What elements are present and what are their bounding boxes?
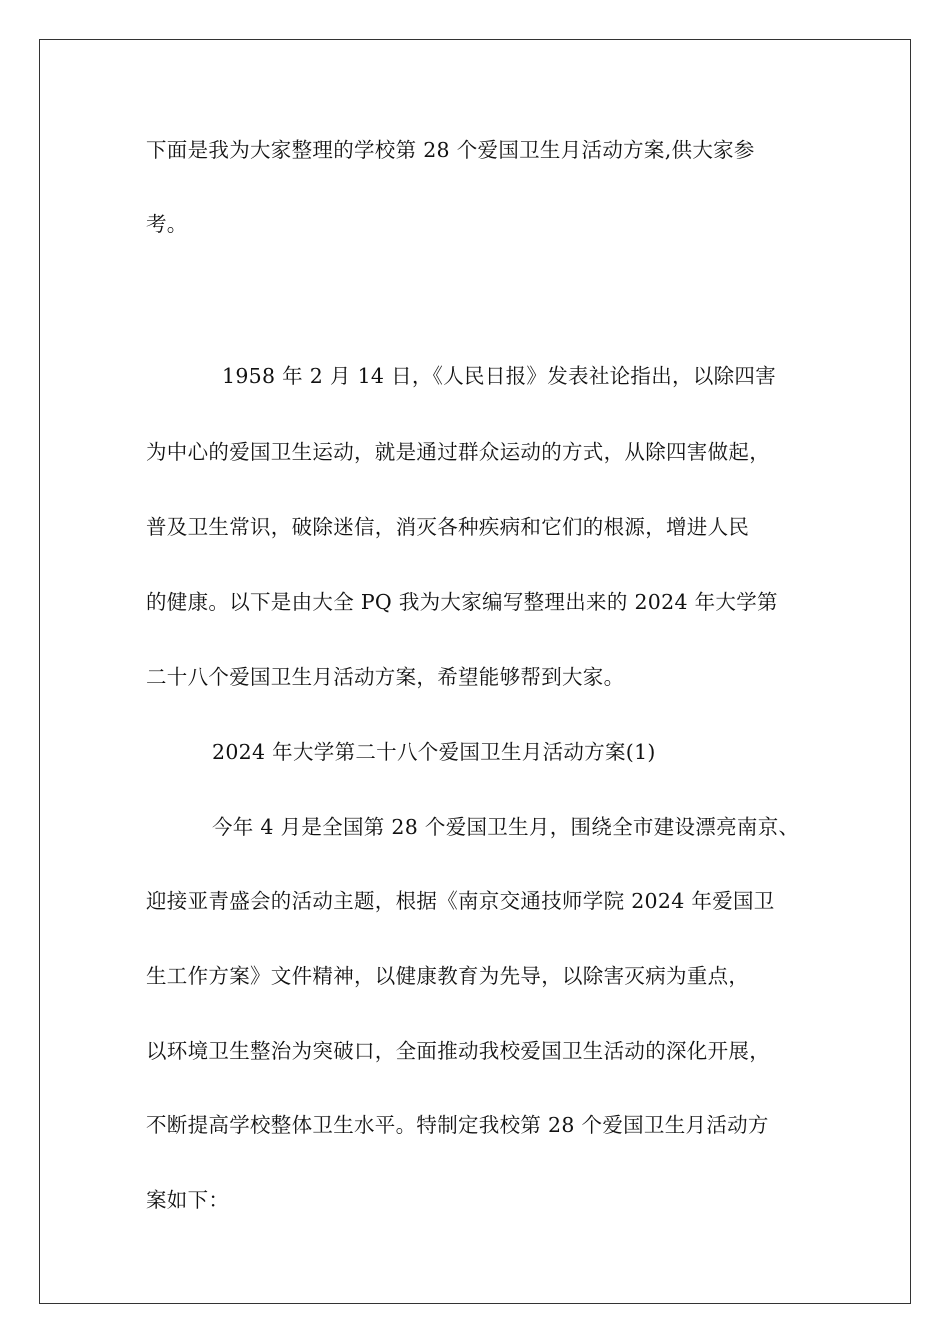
- paragraph1-line-2: 为中心的爱国卫生运动，就是通过群众运动的方式，从除四害做起，: [146, 440, 770, 464]
- paragraph1-line-4: 的健康。以下是由大全 PQ 我为大家编写整理出来的 2024 年大学第: [146, 590, 778, 614]
- paragraph2-line-3: 生工作方案》文件精神，以健康教育为先导，以除害灭病为重点，: [146, 964, 750, 988]
- paragraph2-line-1: 今年 4 月是全国第 28 个爱国卫生月，围绕全市建设漂亮南京、: [212, 815, 800, 839]
- paragraph2-line-2: 迎接亚青盛会的活动主题，根据《南京交通技师学院 2024 年爱国卫: [146, 889, 775, 913]
- paragraph1-line-1: 1958 年 2 月 14 日，《人民日报》发表社论指出，以除四害: [222, 364, 777, 388]
- intro-line-1: 下面是我为大家整理的学校第 28 个爱国卫生月活动方案,供大家参: [146, 138, 755, 162]
- paragraph2-line-5: 不断提高学校整体卫生水平。特制定我校第 28 个爱国卫生月活动方: [146, 1113, 769, 1137]
- intro-line-2: 考。: [146, 212, 188, 236]
- paragraph1-line-3: 普及卫生常识，破除迷信，消灭各种疾病和它们的根源，增进人民: [146, 515, 750, 539]
- section-title: 2024 年大学第二十八个爱国卫生月活动方案(1): [212, 740, 656, 764]
- paragraph1-line-5: 二十八个爱国卫生月活动方案，希望能够帮到大家。: [146, 665, 625, 689]
- paragraph2-line-6: 案如下：: [146, 1188, 230, 1212]
- paragraph2-line-4: 以环境卫生整治为突破口，全面推动我校爱国卫生活动的深化开展，: [146, 1039, 770, 1063]
